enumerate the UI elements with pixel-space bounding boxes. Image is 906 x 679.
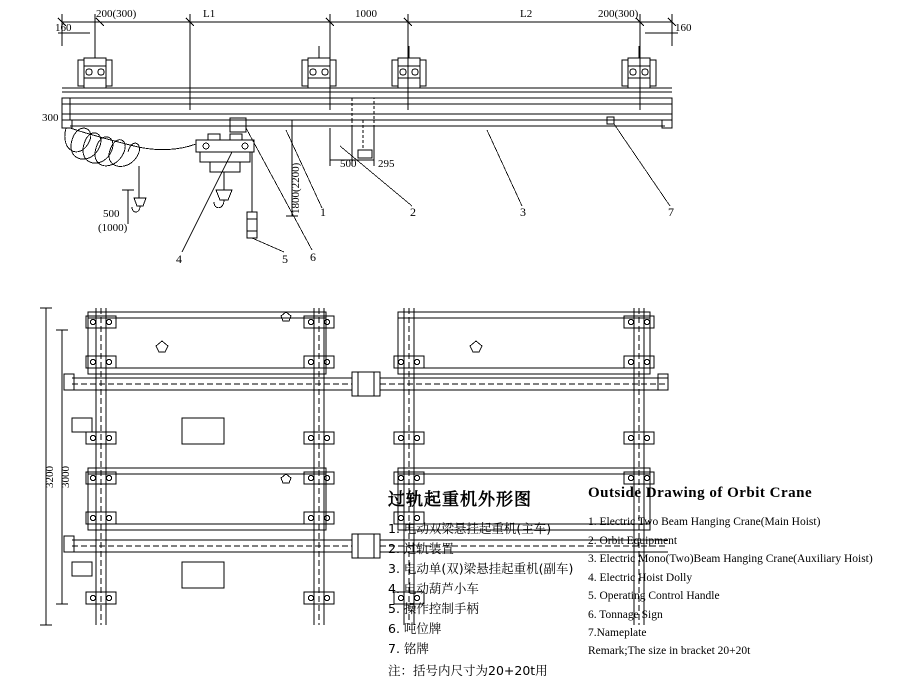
callout-4: 4: [176, 252, 182, 266]
legend-item-cn-5: 5. 操作控制手柄: [388, 601, 479, 616]
legend-item-cn-4: 4. 电动葫芦小车: [388, 581, 479, 596]
dim-L2: L2: [520, 8, 533, 20]
main-bridge: [88, 312, 650, 374]
callout-7: 7: [668, 205, 674, 219]
callout-5: 5: [282, 252, 288, 266]
legend-item-cn-6: 6. 吨位牌: [388, 621, 442, 636]
legend-item-cn-3: 3. 电动单(双)梁悬挂起重机(副车): [388, 561, 574, 576]
dim-L1: L1: [203, 8, 216, 20]
dim-160-right: 160: [675, 22, 692, 34]
legend-note-cn: 注：括号内尺寸为20+20t用: [388, 663, 548, 678]
dim-right-bracket: 200(300): [598, 8, 639, 20]
dim-mid: 1000: [355, 8, 377, 20]
leader-lines: [182, 124, 670, 252]
dim-1000-hook: (1000): [98, 222, 128, 234]
dim-500-detail: 500: [340, 158, 357, 170]
legend-item-en-3: 3. Electric Mono(Two)Beam Hanging Crane(Auxiliary Hoist): [588, 553, 873, 565]
legend-item-en-1: 1. Electric Two Beam Hanging Crane(Main Hoist): [588, 516, 821, 528]
callout-3: 3: [520, 205, 526, 219]
callout-1: 1: [320, 205, 326, 219]
legend-english: [588, 485, 898, 657]
dim-left-bracket: 200(300): [96, 8, 137, 20]
hoist-dolly: [196, 134, 254, 208]
dim-3200: 3200: [44, 466, 56, 488]
legend-chinese: [388, 485, 578, 679]
control-handle: [247, 152, 257, 238]
dim-300: 300: [42, 112, 59, 124]
legend-item-en-6: 6. Tonnage Sign: [588, 608, 663, 621]
left-hook: [132, 166, 146, 212]
festoon-cable: [65, 128, 196, 166]
legend-item-en-2: 2. Orbit Equipment: [588, 534, 678, 547]
callout-6: 6: [310, 250, 316, 264]
legend-title-en: Outside Drawing of Orbit Crane: [588, 485, 813, 501]
legend-item-cn-1: 1. 电动双梁悬挂起重机(主车): [388, 521, 552, 536]
elevation-view: [58, 14, 678, 252]
nameplate: [607, 117, 614, 124]
suspension-trolley: [78, 46, 656, 88]
dim-500-hook: 500: [103, 208, 120, 220]
dim-1800: 1800(2200): [290, 162, 302, 214]
legend-note-en: Remark;The size in bracket 20+20t: [588, 644, 751, 657]
legend-item-cn-2: 2. 过轨装置: [388, 541, 454, 556]
dim-295: 295: [378, 158, 395, 170]
legend-item-en-5: 5. Operating Control Handle: [588, 590, 720, 602]
callout-2: 2: [410, 205, 416, 219]
legend-title-cn: 过轨起重机外形图: [388, 490, 532, 510]
legend-item-en-7: 7.Nameplate: [588, 627, 647, 639]
orbit-equipment: [352, 98, 374, 158]
legend-item-cn-7: 7. 铭牌: [388, 641, 429, 656]
dim-3000: 3000: [60, 466, 72, 488]
legend-item-en-4: 4. Electric Hoist Dolly: [588, 571, 693, 584]
dim-160-left: 160: [55, 22, 72, 34]
